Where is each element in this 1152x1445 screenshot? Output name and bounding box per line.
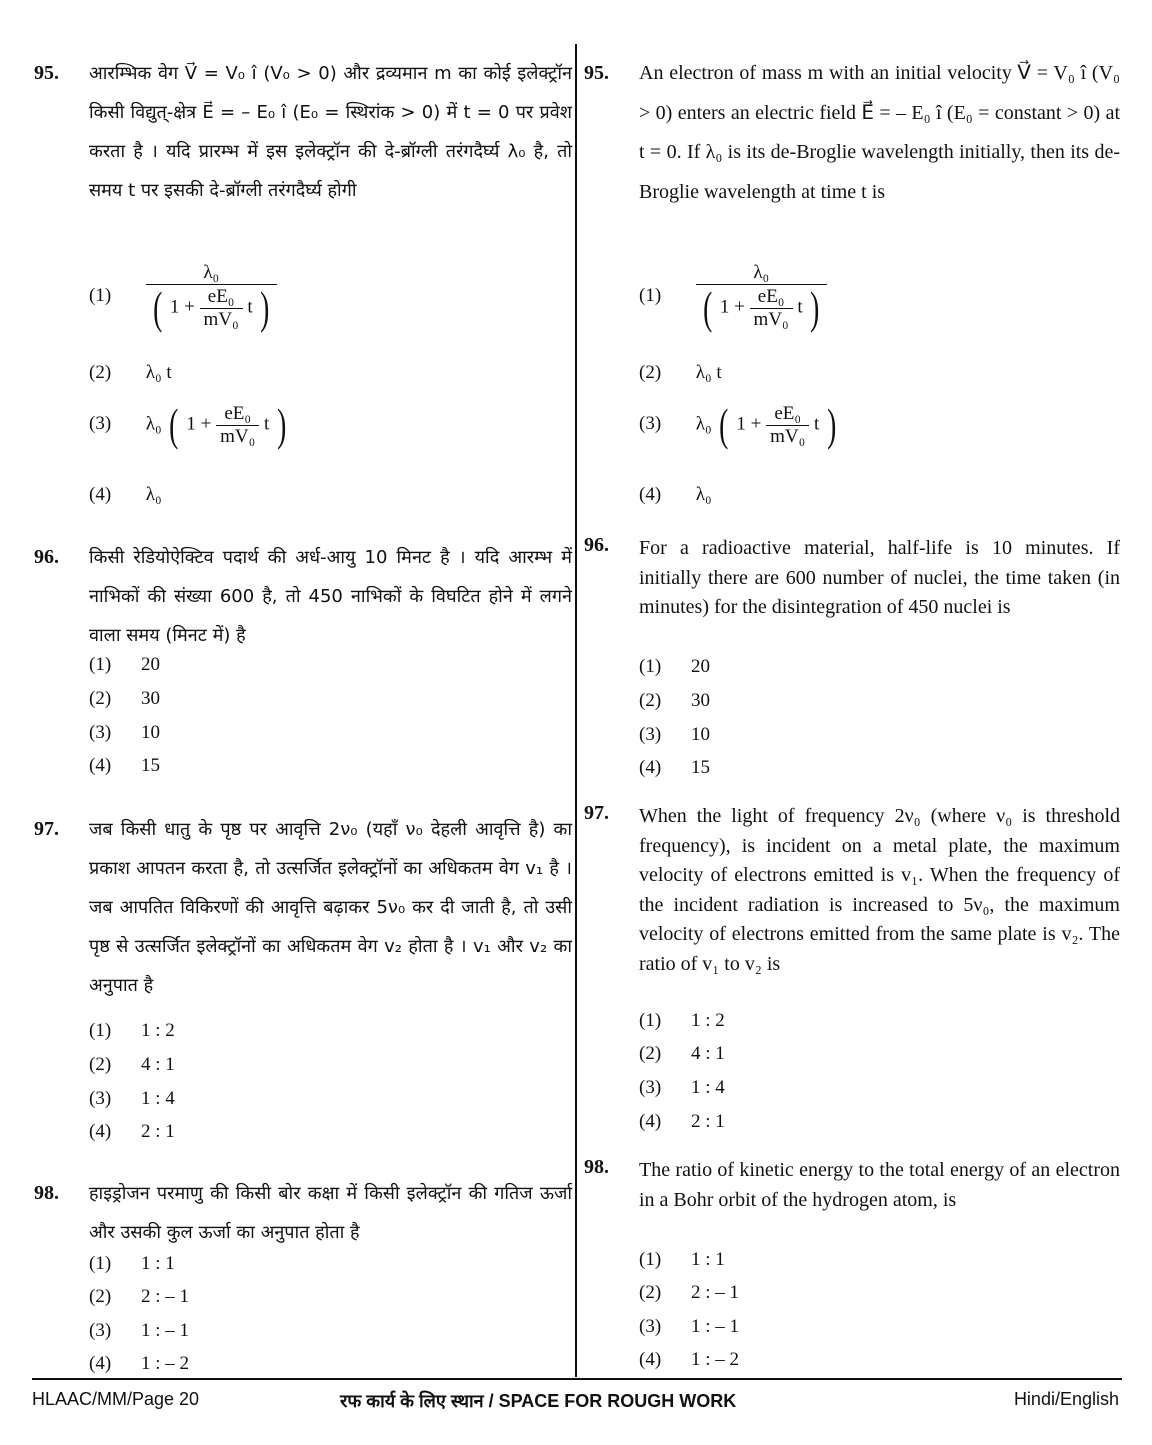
option-4: (4) λ₀ [89, 484, 162, 505]
option-3: (3) λ₀ ( 1 + $\frac{\text{eE₀}}{\text{mV₀}}$ t ) [89, 399, 287, 450]
option-4: (4) 15 [89, 755, 160, 776]
option-3: (3) 1 : – 1 [639, 1316, 740, 1337]
english-column [584, 52, 1120, 1373]
question-number: 97. [584, 802, 609, 824]
option-2: (2) 4 : 1 [639, 1043, 725, 1064]
option-3: (3) 1 : 4 [639, 1077, 725, 1098]
option-2: (2) 4 : 1 [89, 1054, 175, 1075]
question-number: 97. [34, 818, 59, 840]
option-1: (1) 1 : 1 [89, 1253, 175, 1274]
page-code: HLAAC/MM/Page 20 [32, 1389, 200, 1409]
question-text: जब किसी धातु के पृष्ठ पर आवृत्ति 2ν₀ (यहाँ ν₀ देहली आवृत्ति है) का प्रकाश आपतन करता है, तो उत्सर्जित इलेक्ट्रॉनों का अधिकतम वेग v₁ है । जब आपतित विकिरणों की आवृत्ति बढ़ाकर 5ν₀ कर दी जाती है, तो उसी पृष्ठ से उत्सर्जित इलेक्ट्रॉनों का अधिकतम वेग v₂ होता है । v₁ और v₂ का अनुपात है [89, 819, 572, 996]
option-3: (3) 1 : 4 [89, 1088, 175, 1109]
option-2: (2) 2 : – 1 [89, 1286, 190, 1307]
question-number: 96. [34, 546, 59, 568]
question-text: किसी रेडियोऐक्टिव पदार्थ की अर्ध-आयु 10 मिनट है । यदि आरम्भ में नाभिकों की संख्या 600 है, तो 450 नाभिकों के विघटित होने में लगने वाला समय (मिनट में) है [89, 547, 572, 646]
option-1: (1) 20 [89, 654, 160, 675]
option-1: (1) 1 : 1 [639, 1249, 725, 1270]
option-2: (2) 30 [89, 688, 160, 709]
option-4: (4) 2 : 1 [639, 1111, 725, 1132]
option-1: (1) λ₀ ( 1 + $\frac{\text{eE₀}}{\text{mV₀}}$ t ) [89, 262, 277, 331]
option-2: (2) λ₀ t [639, 362, 722, 383]
option-4: (4) λ₀ [639, 484, 712, 505]
question-text: आरम्भिक वेग V⃗ = V₀ î (V₀ > 0) और द्रव्यमान m का कोई इलेक्ट्रॉन किसी विद्युत्-क्षेत्र E⃗ = – E₀ î (E₀ = स्थिरांक > 0) में t = 0 पर प्रवेश करता है । यदि प्रारम्भ में इस इलेक्ट्रॉन की दे-ब्रॉग्ली तरंगदैर्घ्य λ₀ है, तो समय t पर इसकी दे-ब्रॉग्ली तरंगदैर्घ्य होगी [89, 63, 572, 201]
question-number: 95. [34, 62, 59, 84]
question-96-english [584, 534, 1120, 794]
option-4: (4) 1 : – 2 [89, 1353, 190, 1374]
question-97-english [584, 802, 1120, 1142]
option-1: (1) λ₀ ( 1 + $\frac{\text{eE₀}}{\text{mV₀}}$ t ) [639, 262, 827, 331]
option-3: (3) 10 [639, 724, 710, 745]
option-4: (4) 1 : – 2 [639, 1349, 740, 1370]
fraction: λ₀ ( 1 + $\frac{\text{eE₀}}{\text{mV₀}}$ t ) [146, 262, 277, 331]
question-number: 96. [584, 534, 609, 556]
question-text: When the light of frequency 2ν₀ (where ν₀ is threshold frequency), is incident on a metal plate, the maximum velocity of electrons emitted is v₁. When the frequency of the incident radiation is increased to 5ν₀, the maximum velocity of electrons emitted from the same plate is v₂. The ratio of v₁ to v₂ is [639, 805, 1120, 975]
option-4: (4) 15 [639, 757, 710, 778]
option-2: (2) λ₀ t [89, 362, 172, 383]
option-3: (3) λ₀ ( 1 + $\frac{\text{eE₀}}{\text{mV₀}}$ t ) [639, 399, 837, 450]
option-3: (3) 10 [89, 722, 160, 743]
question-98-english [584, 1156, 1120, 1376]
question-98-hindi [34, 1182, 572, 1382]
question-text: An electron of mass m with an initial velocity V⃗ = V₀ î (V₀ > 0) enters an electric field E⃗ = – E₀ î (E₀ = constant > 0) at t = 0. If λ₀ is its de-Broglie wavelength initially, then its de-Broglie wavelength at time t is [639, 62, 1120, 203]
option-2: (2) 2 : – 1 [639, 1282, 740, 1303]
footer-rule [32, 1378, 1122, 1380]
question-95-english [584, 62, 1120, 522]
question-text: हाइड्रोजन परमाणु की किसी बोर कक्षा में किसी इलेक्ट्रॉन की गतिज ऊर्जा और उसकी कुल ऊर्जा का अनुपात होता है [89, 1183, 572, 1243]
question-number: 95. [584, 62, 609, 84]
question-95-hindi [34, 62, 572, 522]
question-number: 98. [34, 1182, 59, 1204]
option-3: (3) 1 : – 1 [89, 1320, 190, 1341]
question-96-hindi [34, 546, 572, 786]
question-number: 98. [584, 1156, 609, 1178]
hindi-column [34, 52, 572, 1373]
fraction: λ₀ ( 1 + $\frac{\text{eE₀}}{\text{mV₀}}$ t ) [696, 262, 827, 331]
question-97-hindi [34, 818, 572, 1158]
option-2: (2) 30 [639, 690, 710, 711]
rough-work-label: रफ कार्य के लिए स्थान / SPACE FOR ROUGH WORK [340, 1391, 737, 1411]
question-text: For a radioactive material, half-life is 10 minutes. If initially there are 600 number of nuclei, the time taken (in minutes) for the disintegration of 450 nuclei is [639, 537, 1120, 618]
option-1: (1) 1 : 2 [89, 1020, 175, 1041]
option-4: (4) 2 : 1 [89, 1121, 175, 1142]
question-text: The ratio of kinetic energy to the total energy of an electron in a Bohr orbit of the hydrogen atom, is [639, 1159, 1120, 1211]
option-1: (1) 1 : 2 [639, 1010, 725, 1031]
column-divider [575, 44, 577, 1377]
option-1: (1) 20 [639, 656, 710, 677]
language-label: Hindi/English [1013, 1389, 1119, 1409]
